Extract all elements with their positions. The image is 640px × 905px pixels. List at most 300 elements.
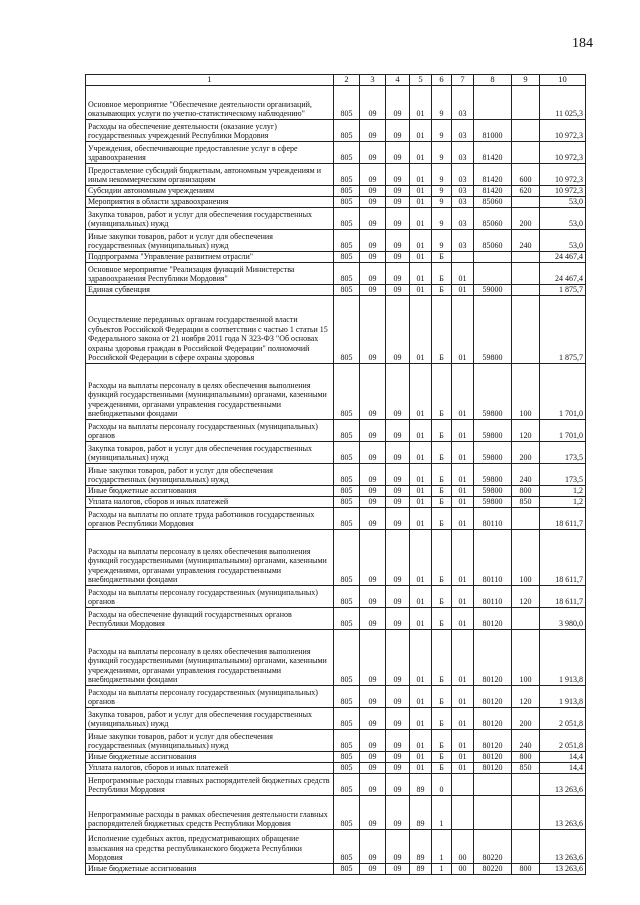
row-cell-2: 805 bbox=[334, 208, 360, 230]
row-name-cell: Иные бюджетные ассигнования bbox=[86, 486, 334, 497]
row-cell-9 bbox=[512, 197, 540, 208]
row-cell-10: 173,5 bbox=[540, 464, 586, 486]
row-cell-7 bbox=[452, 796, 474, 830]
row-name-cell: Непрограммные расходы главных распорядителей бюджетных средств Республики Мордовия bbox=[86, 774, 334, 796]
row-cell-2: 805 bbox=[334, 120, 360, 142]
table-row bbox=[86, 208, 586, 230]
row-cell-8: 85060 bbox=[474, 197, 512, 208]
row-cell-8: 59800 bbox=[474, 497, 512, 508]
row-cell-3: 09 bbox=[360, 464, 386, 486]
row-cell-8 bbox=[474, 774, 512, 796]
row-cell-10: 13 263,6 bbox=[540, 774, 586, 796]
row-cell-9: 200 bbox=[512, 208, 540, 230]
row-cell-8: 85060 bbox=[474, 230, 512, 252]
row-cell-10: 11 025,3 bbox=[540, 86, 586, 120]
row-cell-5: 01 bbox=[410, 164, 432, 186]
row-cell-8: 80110 bbox=[474, 508, 512, 530]
header-row bbox=[86, 75, 586, 86]
row-cell-9: 800 bbox=[512, 864, 540, 875]
row-cell-10: 10 972,3 bbox=[540, 164, 586, 186]
row-cell-8: 85060 bbox=[474, 208, 512, 230]
row-cell-2: 805 bbox=[334, 630, 360, 686]
row-cell-6: Б bbox=[432, 442, 452, 464]
row-cell-10: 53,0 bbox=[540, 197, 586, 208]
row-cell-6: Б bbox=[432, 508, 452, 530]
row-cell-7 bbox=[452, 774, 474, 796]
row-cell-3: 09 bbox=[360, 263, 386, 285]
table-row bbox=[86, 252, 586, 263]
row-cell-8: 59800 bbox=[474, 442, 512, 464]
row-name-cell: Уплата налогов, сборов и иных платежей bbox=[86, 497, 334, 508]
row-name-cell: Расходы на обеспечение функций государственных органов Республики Мордовия bbox=[86, 608, 334, 630]
row-cell-6: Б bbox=[432, 364, 452, 420]
col-header: 6 bbox=[432, 75, 452, 86]
row-cell-9: 200 bbox=[512, 442, 540, 464]
row-cell-4: 09 bbox=[386, 186, 410, 197]
table-row bbox=[86, 230, 586, 252]
table-row bbox=[86, 464, 586, 486]
row-cell-8: 59800 bbox=[474, 420, 512, 442]
col-header: 5 bbox=[410, 75, 432, 86]
row-cell-10: 10 972,3 bbox=[540, 186, 586, 197]
row-cell-5: 01 bbox=[410, 208, 432, 230]
row-name-cell: Иные закупки товаров, работ и услуг для обеспечения государственных (муниципальных) нужд bbox=[86, 464, 334, 486]
row-cell-2: 805 bbox=[334, 420, 360, 442]
row-cell-9 bbox=[512, 774, 540, 796]
row-cell-9: 200 bbox=[512, 708, 540, 730]
row-cell-10: 1,2 bbox=[540, 486, 586, 497]
row-cell-8: 80120 bbox=[474, 708, 512, 730]
row-cell-6: Б bbox=[432, 708, 452, 730]
row-name-cell: Закупка товаров, работ и услуг для обеспечения государственных (муниципальных) нужд bbox=[86, 208, 334, 230]
row-cell-3: 09 bbox=[360, 230, 386, 252]
table-row bbox=[86, 608, 586, 630]
row-cell-2: 805 bbox=[334, 186, 360, 197]
row-cell-6: Б bbox=[432, 296, 452, 364]
row-name-cell: Иные закупки товаров, работ и услуг для обеспечения государственных (муниципальных) нужд bbox=[86, 730, 334, 752]
row-cell-10: 53,0 bbox=[540, 208, 586, 230]
row-cell-7: 01 bbox=[452, 420, 474, 442]
row-cell-2: 805 bbox=[334, 86, 360, 120]
row-cell-4: 09 bbox=[386, 296, 410, 364]
row-cell-3: 09 bbox=[360, 530, 386, 586]
row-cell-5: 89 bbox=[410, 830, 432, 864]
row-cell-4: 09 bbox=[386, 708, 410, 730]
row-cell-10: 1 875,7 bbox=[540, 285, 586, 296]
row-name-cell: Исполнение судебных актов, предусматривающих обращение взыскания на средства республиканского бюджета Республики Мордовия bbox=[86, 830, 334, 864]
row-cell-2: 805 bbox=[334, 296, 360, 364]
row-cell-2: 805 bbox=[334, 763, 360, 774]
row-cell-4: 09 bbox=[386, 530, 410, 586]
row-cell-10: 14,4 bbox=[540, 763, 586, 774]
row-cell-9 bbox=[512, 252, 540, 263]
row-cell-8: 59000 bbox=[474, 285, 512, 296]
row-cell-7: 01 bbox=[452, 296, 474, 364]
row-cell-7: 01 bbox=[452, 486, 474, 497]
row-cell-4: 09 bbox=[386, 486, 410, 497]
row-cell-9: 240 bbox=[512, 230, 540, 252]
row-cell-7: 01 bbox=[452, 497, 474, 508]
row-cell-10: 18 611,7 bbox=[540, 586, 586, 608]
row-name-cell: Субсидии автономным учреждениям bbox=[86, 186, 334, 197]
table-row bbox=[86, 752, 586, 763]
row-cell-4: 09 bbox=[386, 586, 410, 608]
row-cell-2: 805 bbox=[334, 164, 360, 186]
col-header: 9 bbox=[512, 75, 540, 86]
row-cell-6: 1 bbox=[432, 830, 452, 864]
row-cell-3: 09 bbox=[360, 252, 386, 263]
table-row bbox=[86, 508, 586, 530]
row-cell-4: 09 bbox=[386, 686, 410, 708]
row-cell-6: Б bbox=[432, 763, 452, 774]
row-name-cell: Непрограммные расходы в рамках обеспечения деятельности главных распорядителей бюджетных средств Республики Мордовия bbox=[86, 796, 334, 830]
row-cell-10: 2 051,8 bbox=[540, 730, 586, 752]
row-cell-5: 01 bbox=[410, 252, 432, 263]
row-cell-10: 18 611,7 bbox=[540, 508, 586, 530]
row-cell-8 bbox=[474, 86, 512, 120]
row-cell-2: 805 bbox=[334, 830, 360, 864]
row-cell-5: 89 bbox=[410, 864, 432, 875]
col-header: 4 bbox=[386, 75, 410, 86]
table-row bbox=[86, 86, 586, 120]
row-cell-8: 80120 bbox=[474, 730, 512, 752]
row-cell-6: Б bbox=[432, 252, 452, 263]
table-row bbox=[86, 830, 586, 864]
row-cell-5: 01 bbox=[410, 586, 432, 608]
row-cell-8 bbox=[474, 252, 512, 263]
row-cell-3: 09 bbox=[360, 420, 386, 442]
row-cell-5: 01 bbox=[410, 508, 432, 530]
row-cell-8: 80120 bbox=[474, 752, 512, 763]
row-cell-7: 01 bbox=[452, 530, 474, 586]
row-cell-4: 09 bbox=[386, 420, 410, 442]
row-name-cell: Расходы на выплаты персоналу государственных (муниципальных) органов bbox=[86, 586, 334, 608]
row-cell-5: 01 bbox=[410, 752, 432, 763]
row-cell-7: 01 bbox=[452, 752, 474, 763]
row-cell-5: 01 bbox=[410, 763, 432, 774]
row-cell-5: 01 bbox=[410, 197, 432, 208]
row-cell-6: Б bbox=[432, 263, 452, 285]
row-cell-4: 09 bbox=[386, 497, 410, 508]
row-name-cell: Единая субвенция bbox=[86, 285, 334, 296]
table-row bbox=[86, 730, 586, 752]
row-cell-6: 9 bbox=[432, 208, 452, 230]
row-cell-5: 01 bbox=[410, 497, 432, 508]
row-cell-7: 01 bbox=[452, 730, 474, 752]
row-name-cell: Расходы на выплаты персоналу в целях обеспечения выполнения функций государственными (муниципальными) органами, казенными учреждениями, органами управления государственными внебюджетными фондами bbox=[86, 364, 334, 420]
table-row bbox=[86, 285, 586, 296]
table-row bbox=[86, 796, 586, 830]
row-cell-4: 09 bbox=[386, 630, 410, 686]
row-cell-7: 03 bbox=[452, 230, 474, 252]
row-cell-6: Б bbox=[432, 686, 452, 708]
col-header: 3 bbox=[360, 75, 386, 86]
row-name-cell: Иные закупки товаров, работ и услуг для обеспечения государственных (муниципальных) нужд bbox=[86, 230, 334, 252]
row-cell-9: 800 bbox=[512, 486, 540, 497]
row-name-cell: Основное мероприятие "Обеспечение деятельности организаций, оказывающих услуги по учетно-статистическому наблюдению" bbox=[86, 86, 334, 120]
row-cell-2: 805 bbox=[334, 530, 360, 586]
row-cell-10: 13 263,6 bbox=[540, 796, 586, 830]
row-cell-8: 80120 bbox=[474, 763, 512, 774]
row-cell-7: 01 bbox=[452, 608, 474, 630]
row-cell-9: 850 bbox=[512, 763, 540, 774]
table-body bbox=[86, 86, 586, 875]
row-name-cell: Подпрограмма "Управление развитием отрасли" bbox=[86, 252, 334, 263]
row-name-cell: Расходы на выплаты персоналу в целях обеспечения выполнения функций государственными (муниципальными) органами, казенными учреждениями, органами управления государственными внебюджетными фондами bbox=[86, 630, 334, 686]
row-cell-4: 09 bbox=[386, 252, 410, 263]
row-cell-2: 805 bbox=[334, 586, 360, 608]
row-cell-4: 09 bbox=[386, 442, 410, 464]
row-cell-9 bbox=[512, 142, 540, 164]
row-cell-8: 81420 bbox=[474, 142, 512, 164]
table-row bbox=[86, 364, 586, 420]
row-cell-7: 01 bbox=[452, 442, 474, 464]
row-name-cell: Иные бюджетные ассигнования bbox=[86, 752, 334, 763]
row-cell-4: 09 bbox=[386, 796, 410, 830]
row-cell-3: 09 bbox=[360, 774, 386, 796]
row-cell-7: 03 bbox=[452, 208, 474, 230]
row-cell-9: 240 bbox=[512, 464, 540, 486]
row-cell-10: 1 875,7 bbox=[540, 296, 586, 364]
row-cell-4: 09 bbox=[386, 364, 410, 420]
budget-table bbox=[85, 74, 586, 875]
row-cell-9: 240 bbox=[512, 730, 540, 752]
row-cell-6: 9 bbox=[432, 197, 452, 208]
row-cell-5: 01 bbox=[410, 296, 432, 364]
row-cell-10: 173,5 bbox=[540, 442, 586, 464]
row-cell-6: Б bbox=[432, 730, 452, 752]
row-cell-8: 80120 bbox=[474, 686, 512, 708]
row-cell-7: 01 bbox=[452, 263, 474, 285]
row-cell-4: 09 bbox=[386, 263, 410, 285]
row-cell-3: 09 bbox=[360, 285, 386, 296]
row-cell-5: 01 bbox=[410, 630, 432, 686]
row-cell-6: Б bbox=[432, 630, 452, 686]
row-cell-3: 09 bbox=[360, 120, 386, 142]
row-cell-4: 09 bbox=[386, 230, 410, 252]
row-cell-9: 100 bbox=[512, 630, 540, 686]
row-cell-10: 13 263,6 bbox=[540, 830, 586, 864]
table-row bbox=[86, 630, 586, 686]
row-cell-3: 09 bbox=[360, 142, 386, 164]
row-cell-6: 1 bbox=[432, 796, 452, 830]
row-cell-10: 24 467,4 bbox=[540, 252, 586, 263]
row-cell-5: 01 bbox=[410, 142, 432, 164]
table-row bbox=[86, 763, 586, 774]
row-cell-6: 9 bbox=[432, 164, 452, 186]
col-header: 1 bbox=[86, 75, 334, 86]
row-cell-3: 09 bbox=[360, 796, 386, 830]
row-cell-9: 600 bbox=[512, 164, 540, 186]
row-cell-9: 850 bbox=[512, 497, 540, 508]
row-cell-10: 1 701,0 bbox=[540, 364, 586, 420]
row-name-cell: Расходы на выплаты по оплате труда работников государственных органов Республики Мордовия bbox=[86, 508, 334, 530]
row-cell-8: 80120 bbox=[474, 630, 512, 686]
row-cell-6: Б bbox=[432, 486, 452, 497]
row-cell-4: 09 bbox=[386, 120, 410, 142]
row-cell-2: 805 bbox=[334, 285, 360, 296]
row-cell-3: 09 bbox=[360, 508, 386, 530]
row-cell-5: 01 bbox=[410, 486, 432, 497]
row-cell-3: 09 bbox=[360, 763, 386, 774]
row-cell-3: 09 bbox=[360, 708, 386, 730]
row-cell-6: Б bbox=[432, 608, 452, 630]
row-cell-4: 09 bbox=[386, 508, 410, 530]
row-cell-3: 09 bbox=[360, 630, 386, 686]
row-cell-7: 03 bbox=[452, 197, 474, 208]
row-cell-5: 89 bbox=[410, 774, 432, 796]
page-number: 184 bbox=[572, 36, 593, 51]
row-cell-7: 03 bbox=[452, 164, 474, 186]
row-cell-5: 89 bbox=[410, 796, 432, 830]
row-cell-3: 09 bbox=[360, 864, 386, 875]
row-cell-8: 81000 bbox=[474, 120, 512, 142]
table-row bbox=[86, 197, 586, 208]
row-cell-3: 09 bbox=[360, 186, 386, 197]
row-cell-5: 01 bbox=[410, 230, 432, 252]
row-cell-9: 620 bbox=[512, 186, 540, 197]
row-cell-10: 18 611,7 bbox=[540, 530, 586, 586]
row-cell-6: Б bbox=[432, 285, 452, 296]
row-cell-7: 01 bbox=[452, 285, 474, 296]
row-cell-4: 09 bbox=[386, 86, 410, 120]
row-cell-10: 1,2 bbox=[540, 497, 586, 508]
row-cell-6: Б bbox=[432, 530, 452, 586]
row-cell-2: 805 bbox=[334, 497, 360, 508]
table-row bbox=[86, 420, 586, 442]
row-cell-7: 03 bbox=[452, 86, 474, 120]
row-cell-3: 09 bbox=[360, 442, 386, 464]
row-cell-9: 120 bbox=[512, 586, 540, 608]
row-cell-5: 01 bbox=[410, 608, 432, 630]
row-cell-4: 09 bbox=[386, 285, 410, 296]
row-cell-9 bbox=[512, 263, 540, 285]
row-cell-7: 01 bbox=[452, 708, 474, 730]
row-cell-8: 81420 bbox=[474, 164, 512, 186]
row-cell-3: 09 bbox=[360, 752, 386, 763]
row-name-cell: Осуществление переданных органам государственной власти субъектов Российской Федерации в соответствии с частью 1 статьи 15 Федерального закона от 21 ноября 2011 года N 323-ФЗ "Об основах охраны здоровья граждан в Российской Федерации" полномочий Российской Федерации в сфере охраны здоровья bbox=[86, 296, 334, 364]
table-row bbox=[86, 296, 586, 364]
row-cell-2: 805 bbox=[334, 796, 360, 830]
col-header: 8 bbox=[474, 75, 512, 86]
row-cell-4: 09 bbox=[386, 730, 410, 752]
row-cell-8: 59800 bbox=[474, 364, 512, 420]
row-cell-2: 805 bbox=[334, 774, 360, 796]
table-row bbox=[86, 530, 586, 586]
row-cell-9 bbox=[512, 830, 540, 864]
row-cell-10: 1 701,0 bbox=[540, 420, 586, 442]
row-cell-4: 09 bbox=[386, 752, 410, 763]
row-cell-6: 9 bbox=[432, 186, 452, 197]
row-cell-6: 0 bbox=[432, 774, 452, 796]
table-row bbox=[86, 486, 586, 497]
row-cell-5: 01 bbox=[410, 263, 432, 285]
row-cell-9 bbox=[512, 508, 540, 530]
row-cell-10: 3 980,0 bbox=[540, 608, 586, 630]
row-cell-4: 09 bbox=[386, 464, 410, 486]
row-cell-5: 01 bbox=[410, 686, 432, 708]
row-cell-10: 10 972,3 bbox=[540, 120, 586, 142]
row-cell-6: Б bbox=[432, 497, 452, 508]
row-cell-2: 805 bbox=[334, 708, 360, 730]
row-cell-9 bbox=[512, 796, 540, 830]
row-cell-5: 01 bbox=[410, 285, 432, 296]
row-name-cell: Закупка товаров, работ и услуг для обеспечения государственных (муниципальных) нужд bbox=[86, 442, 334, 464]
row-cell-2: 805 bbox=[334, 197, 360, 208]
row-cell-8: 59800 bbox=[474, 464, 512, 486]
row-cell-10: 53,0 bbox=[540, 230, 586, 252]
row-cell-7: 00 bbox=[452, 830, 474, 864]
row-cell-3: 09 bbox=[360, 296, 386, 364]
row-cell-2: 805 bbox=[334, 364, 360, 420]
row-cell-5: 01 bbox=[410, 186, 432, 197]
row-cell-8: 81420 bbox=[474, 186, 512, 197]
row-cell-2: 805 bbox=[334, 263, 360, 285]
row-cell-5: 01 bbox=[410, 120, 432, 142]
row-cell-3: 09 bbox=[360, 686, 386, 708]
row-cell-3: 09 bbox=[360, 608, 386, 630]
row-cell-7: 01 bbox=[452, 586, 474, 608]
row-cell-8: 80110 bbox=[474, 586, 512, 608]
row-cell-4: 09 bbox=[386, 774, 410, 796]
row-name-cell: Закупка товаров, работ и услуг для обеспечения государственных (муниципальных) нужд bbox=[86, 708, 334, 730]
row-cell-3: 09 bbox=[360, 486, 386, 497]
row-cell-6: 9 bbox=[432, 86, 452, 120]
row-cell-9: 120 bbox=[512, 420, 540, 442]
row-cell-5: 01 bbox=[410, 442, 432, 464]
row-cell-6: Б bbox=[432, 586, 452, 608]
row-name-cell: Расходы на выплаты персоналу в целях обеспечения выполнения функций государственными (муниципальными) органами, казенными учреждениями, органами управления государственными внебюджетными фондами bbox=[86, 530, 334, 586]
row-cell-4: 09 bbox=[386, 864, 410, 875]
row-cell-10: 14,4 bbox=[540, 752, 586, 763]
row-cell-4: 09 bbox=[386, 197, 410, 208]
row-cell-6: 1 bbox=[432, 864, 452, 875]
row-cell-7: 01 bbox=[452, 763, 474, 774]
row-cell-9 bbox=[512, 285, 540, 296]
row-cell-10: 13 263,6 bbox=[540, 864, 586, 875]
row-cell-8: 80220 bbox=[474, 864, 512, 875]
row-cell-4: 09 bbox=[386, 830, 410, 864]
row-name-cell: Расходы на выплаты персоналу государственных (муниципальных) органов bbox=[86, 420, 334, 442]
row-cell-9 bbox=[512, 608, 540, 630]
row-cell-7: 03 bbox=[452, 142, 474, 164]
row-cell-3: 09 bbox=[360, 730, 386, 752]
row-cell-9 bbox=[512, 120, 540, 142]
row-cell-10: 1 913,8 bbox=[540, 630, 586, 686]
row-cell-7: 01 bbox=[452, 508, 474, 530]
row-name-cell: Уплата налогов, сборов и иных платежей bbox=[86, 763, 334, 774]
row-cell-6: Б bbox=[432, 464, 452, 486]
row-cell-3: 09 bbox=[360, 586, 386, 608]
row-cell-7: 03 bbox=[452, 120, 474, 142]
row-name-cell: Мероприятия в области здравоохранения bbox=[86, 197, 334, 208]
table-row bbox=[86, 497, 586, 508]
row-cell-7: 01 bbox=[452, 686, 474, 708]
row-cell-6: Б bbox=[432, 752, 452, 763]
row-cell-5: 01 bbox=[410, 364, 432, 420]
row-cell-4: 09 bbox=[386, 208, 410, 230]
row-cell-2: 805 bbox=[334, 142, 360, 164]
row-name-cell: Предоставление субсидий бюджетным, автономным учреждениям и иным некоммерческим организациям bbox=[86, 164, 334, 186]
row-cell-10: 24 467,4 bbox=[540, 263, 586, 285]
row-cell-6: 9 bbox=[432, 230, 452, 252]
row-cell-3: 09 bbox=[360, 86, 386, 120]
row-cell-7: 03 bbox=[452, 186, 474, 197]
row-cell-3: 09 bbox=[360, 197, 386, 208]
row-cell-6: 9 bbox=[432, 142, 452, 164]
row-cell-4: 09 bbox=[386, 142, 410, 164]
row-cell-4: 09 bbox=[386, 164, 410, 186]
